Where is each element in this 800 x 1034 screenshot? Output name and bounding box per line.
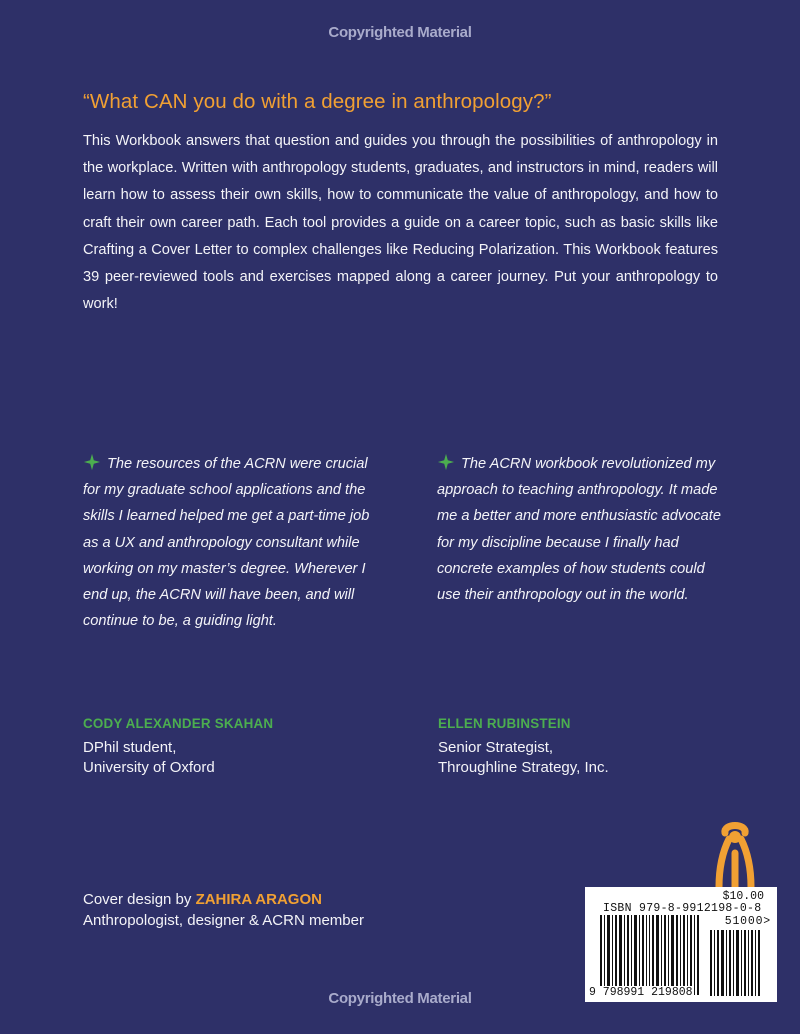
barcode-number: 9 798991 219808: [589, 986, 693, 999]
designer-name: ZAHIRA ARAGON: [195, 891, 322, 908]
testimonial-2: [437, 451, 727, 608]
credit-line: [83, 889, 364, 910]
author-role-line: DPhil student,: [83, 739, 177, 756]
testimonial-quote: The resources of the ACRN were crucial for my graduate school applications and the skills I learned helped me get a part-time job as a UX and anthropology consultant while working on my master’s degree. Wherever I end up, the ACRN will have been, and will continue to be, a guiding light.: [83, 456, 370, 630]
barcode-addon-bars: [710, 930, 762, 996]
author-name: CODY ALEXANDER SKAHAN: [83, 716, 274, 731]
headline: “What CAN you do with a degree in anthropology?”: [83, 90, 552, 113]
star-icon: [437, 453, 455, 471]
author-role: [438, 738, 609, 778]
author-role-line: Senior Strategist,: [438, 739, 554, 756]
author-affiliation: Throughline Strategy, Inc.: [438, 759, 609, 776]
isbn: ISBN 979-8-9912198-0-8: [603, 902, 762, 915]
publisher-logo-icon: [705, 815, 765, 887]
author-name: ELLEN RUBINSTEIN: [438, 716, 571, 731]
credit-prefix: Cover design by: [83, 891, 196, 908]
author-role: [83, 738, 215, 778]
cover-credits: [83, 889, 364, 931]
barcode-bars: [600, 915, 700, 995]
barcode-addon: 51000>: [724, 915, 771, 928]
designer-description: Anthropologist, designer & ACRN member: [83, 912, 364, 929]
isbn-barcode: [585, 887, 777, 1002]
author-affiliation: University of Oxford: [83, 759, 215, 776]
testimonial-quote: The ACRN workbook revolutionized my approach to teaching anthropology. It made me a better and more enthusiastic advocate for my discipline because I finally had concrete examples of how students could use their anthropology out in the world.: [437, 456, 721, 604]
testimonial-1: [83, 451, 383, 634]
watermark-bottom: Copyrighted Material: [328, 990, 472, 1007]
price: $10.00: [722, 890, 764, 903]
star-icon: [83, 453, 101, 471]
watermark-top: Copyrighted Material: [328, 24, 472, 41]
book-description: This Workbook answers that question and guides you through the possibilities of anthropology in the workplace. Written with anthropology students, graduates, and instructors in mind, readers will learn how to assess their own skills, how to communicate the value of anthropology, and how to craft their own career path. Each tool provides a guide on a career topic, such as basic skills like Crafting a Cover Letter to complex challenges like Reducing Polarization. This Workbook features 39 peer-reviewed tools and exercises mapped along a career journey. Put your anthropology to work!: [83, 133, 718, 313]
